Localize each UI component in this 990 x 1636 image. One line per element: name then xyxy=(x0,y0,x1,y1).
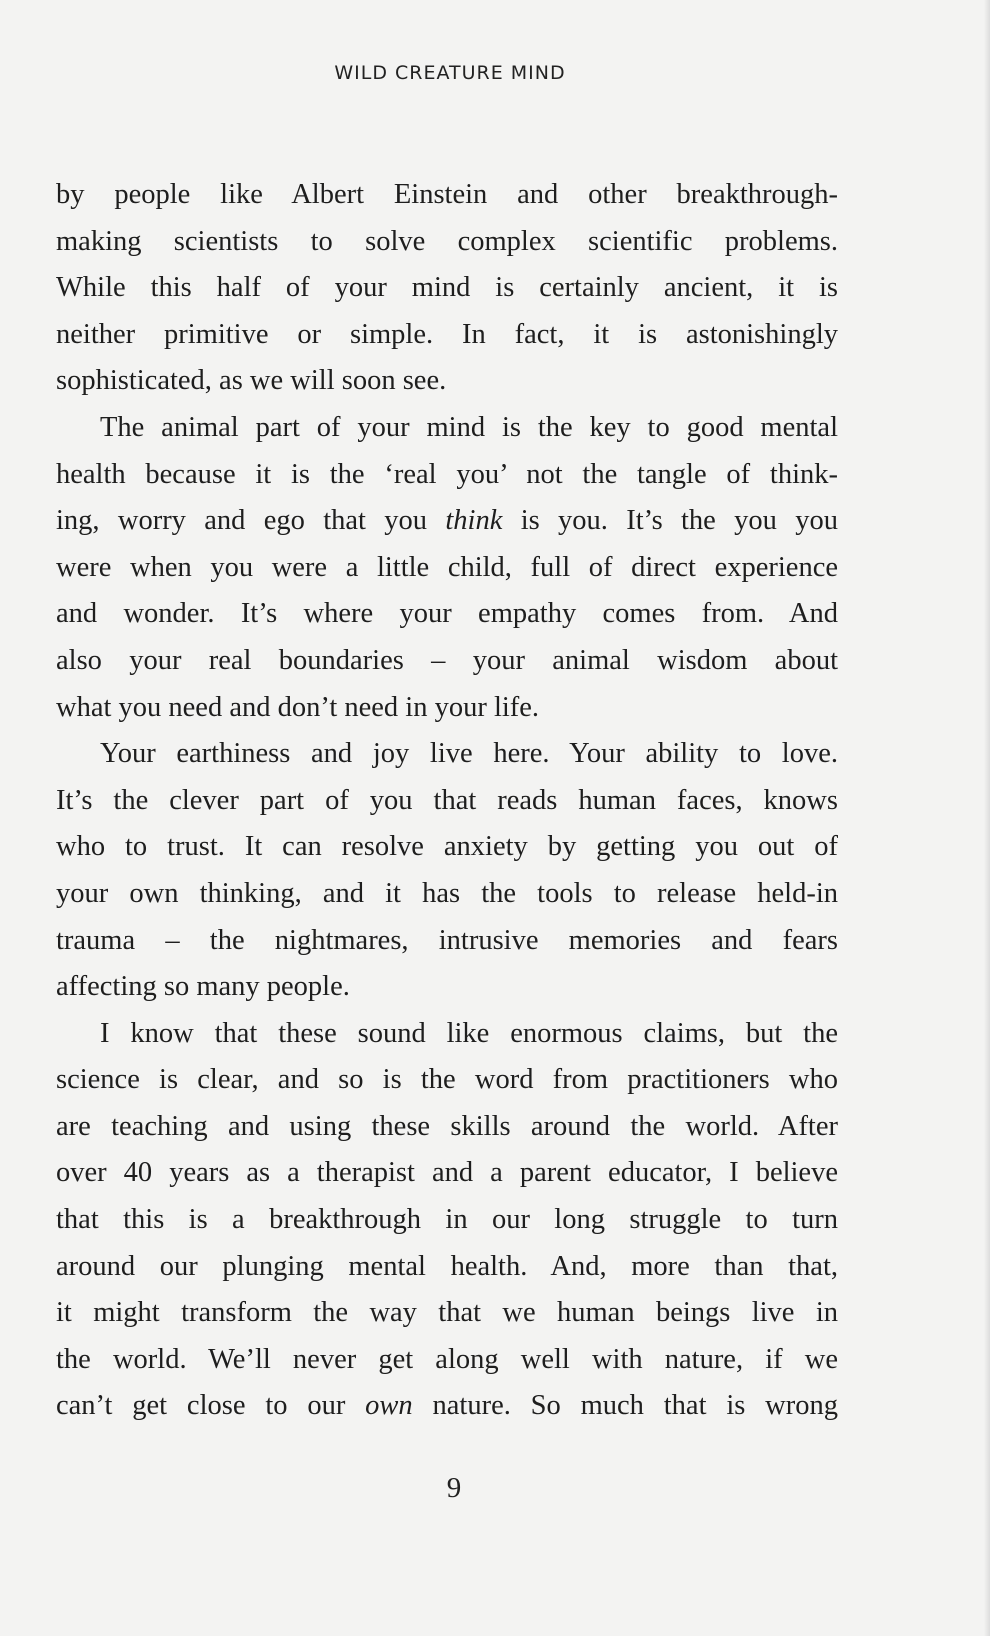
text-segment: While this half of your mind is certainly ancient, it is xyxy=(56,272,838,304)
text-line xyxy=(56,405,838,452)
body-text xyxy=(56,172,838,1430)
italic-text: own xyxy=(365,1390,413,1422)
text-segment: also your real boundaries – your animal wisdom about xyxy=(56,644,838,676)
text-line xyxy=(56,871,838,918)
text-segment: by people like Albert Einstein and other breakthrough- xyxy=(56,179,838,210)
text-line xyxy=(56,638,838,685)
text-line xyxy=(56,1104,838,1151)
text-segment: sophisticated, as we will soon see. xyxy=(56,365,447,397)
text-segment: are teaching and using these skills around the world. After xyxy=(56,1110,838,1142)
text-line xyxy=(56,1150,838,1197)
page-number: 9 xyxy=(446,1472,462,1504)
text-line xyxy=(56,1197,838,1244)
text-line xyxy=(56,824,838,871)
text-line xyxy=(56,731,838,778)
text-line xyxy=(56,452,838,499)
text-line xyxy=(56,1290,838,1337)
running-head: WILD CREATURE MIND xyxy=(334,62,566,84)
text-segment: that this is a breakthrough in our long struggle to turn xyxy=(56,1204,838,1236)
text-line xyxy=(56,1057,838,1104)
text-line xyxy=(56,1383,838,1430)
text-segment: your own thinking, and it has the tools to release held-in xyxy=(56,877,838,909)
text-segment: and wonder. It’s where your empathy comes from. And xyxy=(56,598,838,630)
text-segment: making scientists to solve complex scientific problems. xyxy=(56,225,838,257)
paragraph xyxy=(56,731,838,1011)
text-segment: health because it is the ‘real you’ not the tangle of think- xyxy=(56,458,838,490)
text-segment: around our plunging mental health. And, more than that, xyxy=(56,1250,838,1282)
text-segment: what you need and don’t need in your life. xyxy=(56,691,540,723)
paragraph xyxy=(56,172,838,405)
text-segment: I know that these sound like enormous claims, but the xyxy=(100,1017,838,1049)
text-line xyxy=(56,265,838,312)
text-line xyxy=(56,591,838,638)
text-line xyxy=(56,545,838,592)
text-segment: who to trust. It can resolve anxiety by getting you out of xyxy=(56,831,838,863)
text-segment: nature. So much that is wrong xyxy=(412,1390,838,1422)
text-segment: can’t get close to our xyxy=(56,1390,366,1422)
text-line xyxy=(56,1244,838,1291)
text-segment: It’s the clever part of you that reads human faces, knows xyxy=(56,784,838,816)
text-segment: ing, worry and ego that you xyxy=(56,505,446,537)
text-line xyxy=(56,918,838,965)
text-segment: it might transform the way that we human beings live in xyxy=(56,1297,838,1329)
text-line xyxy=(56,964,838,1011)
text-segment: Your earthiness and joy live here. Your ability to love. xyxy=(100,738,838,770)
text-line xyxy=(56,172,838,219)
text-segment: over 40 years as a therapist and a parent educator, I believe xyxy=(56,1157,838,1189)
text-line xyxy=(56,498,838,545)
text-segment: trauma – the nightmares, intrusive memories and fears xyxy=(56,924,838,956)
text-line xyxy=(56,685,838,732)
text-segment: neither primitive or simple. In fact, it is astonishingly xyxy=(56,318,838,350)
text-segment: affecting so many people. xyxy=(56,971,350,1003)
text-line xyxy=(56,1337,838,1384)
text-segment: science is clear, and so is the word from practitioners who xyxy=(56,1064,838,1096)
page-edge-shadow xyxy=(984,0,990,1636)
text-line xyxy=(56,219,838,266)
text-segment: the world. We’ll never get along well with nature, if we xyxy=(56,1343,838,1375)
text-line xyxy=(56,358,838,405)
text-line xyxy=(56,1011,838,1058)
text-segment: is you. It’s the you you xyxy=(502,505,838,537)
paragraph xyxy=(56,1011,838,1430)
italic-text: think xyxy=(445,505,503,537)
text-line xyxy=(56,312,838,359)
text-segment: were when you were a little child, full of direct experience xyxy=(56,551,838,583)
text-line xyxy=(56,778,838,825)
paragraph xyxy=(56,405,838,731)
text-segment: The animal part of your mind is the key to good mental xyxy=(100,411,838,443)
